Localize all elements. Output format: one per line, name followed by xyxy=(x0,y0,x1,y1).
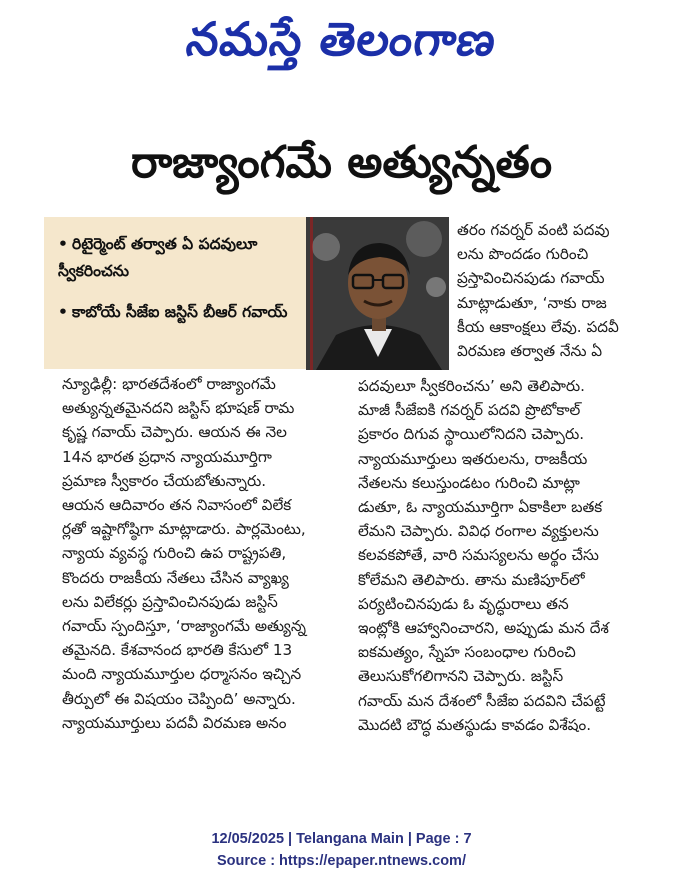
footer-source: Source : https://epaper.ntnews.com/ xyxy=(217,853,466,869)
article-line: లేమని చెప్పారు. వివిధ రంగాల వ్యక్తులను xyxy=(358,522,599,541)
article-line: కొందరు రాజకీయ నేతలు చేసిన వ్యాఖ్య xyxy=(62,568,289,587)
masthead xyxy=(0,4,683,74)
highlights-box xyxy=(44,217,306,369)
footer-meta: 12/05/2025 | Telangana Main | Page : 7 xyxy=(211,831,472,847)
article-line: కలవకపోతే, వారి సమస్యలను అర్థం చేసు xyxy=(358,546,599,565)
article-line: నేతలను కలుస్తుండటం గురించి మాట్లా xyxy=(358,473,580,492)
article-line: ప్రమాణ స్వీకారం చేయబోతున్నారు. xyxy=(62,471,267,490)
article-line: తరం గవర్నర్ వంటి పదవు xyxy=(457,221,610,239)
article-line: న్యాయమూర్తులు పదవీ విరమణ అనం xyxy=(62,713,287,732)
bullet-icon: • xyxy=(58,235,68,253)
article-line: లను విలేకర్లు ప్రస్తావించినపుడు జస్టిస్ xyxy=(62,592,278,611)
article-line: తమైనది. కేశవానంద భారతి కేసులో 13 xyxy=(62,641,293,660)
article-line: లను పొందడం గురించి xyxy=(457,245,589,264)
article-line: కీయ ఆకాంక్షలు లేవు. పదవీ xyxy=(457,317,619,336)
article-line: పర్యటించినపుడు ఓ వృద్ధురాలు తన xyxy=(358,594,569,613)
article-line: గవాయ్ మన దేశంలో సీజేఐ పదవిని చేపట్టే xyxy=(358,691,606,710)
article-line: 14న భారత ప్రధాన న్యాయమూర్తిగా xyxy=(62,447,272,466)
footer xyxy=(0,828,683,872)
masthead-logo: నమస్తే తెలంగాణ xyxy=(183,12,500,66)
article-line: కోలేమని తెలిపారు. తాను మణిపూర్‌లో xyxy=(358,570,585,589)
article-right-top-column xyxy=(457,218,667,363)
article-line: ప్రస్తావించినపుడు గవాయ్ xyxy=(457,269,605,288)
article-line: న్యాయ వ్యవస్థ గురించి ఉప రాష్ట్రపతి, xyxy=(62,544,287,563)
article-line: మొదటి బౌద్ధ మతస్థుడు కావడం విశేషం. xyxy=(358,715,592,734)
article-line: ఇంట్లోకి ఆహ్వానించారని, అప్పుడు మన దేశ xyxy=(358,619,609,638)
bullet-icon: • xyxy=(58,303,68,321)
highlight-item: • కాబోయే సీజేఐ జస్టిస్ బీఆర్ గవాయ్ xyxy=(58,299,304,326)
article-line: ఐకమత్యం, స్నేహ సంబంధాల గురించి xyxy=(358,643,576,662)
article-line: న్యాయమూర్తులు ఇతరులను, రాజకీయ xyxy=(358,449,588,468)
article-line: మంది న్యాయమూర్తుల ధర్మాసనం ఇచ్చిన xyxy=(62,665,302,684)
highlight-item: • రిటైర్మెంట్ తర్వాత ఏ పదవులూ స్వీకరించను xyxy=(58,231,304,285)
headline: రాజ్యాంగమే అత్యున్నతం xyxy=(130,137,553,188)
article-line: ఆయన ఆదివారం తన నివాసంలో విలేక xyxy=(62,496,292,515)
article-line: గవాయ్ స్పందిస్తూ, ‘రాజ్యాంగమే అత్యున్న xyxy=(62,617,307,636)
article-line: అత్యున్నతమైనదని జస్టిస్ భూషణ్ రామ xyxy=(62,399,295,418)
article-line: విరమణ తర్వాత నేను ఏ xyxy=(457,342,603,361)
article-line: ప్రకారం దిగువ స్థాయిలోనిదని చెప్పారు. xyxy=(358,425,585,444)
article-line: తెలుసుకోగలిగానని చెప్పారు. జస్టిస్ xyxy=(358,667,564,686)
article-right-column xyxy=(358,374,668,737)
article-line: కృష్ణ గవాయ్ చెప్పారు. ఆయన ఈ నెల xyxy=(62,423,287,442)
article-line: మాజీ సీజేఐకి గవర్నర్ పదవి ప్రొటోకాల్ xyxy=(358,401,581,420)
article-line: డుతూ, ఓ న్యాయమూర్తిగా ఏకాకిలా బతక xyxy=(358,498,603,517)
article-line: తీర్పులో ఈ విషయం చెప్పింది’ అన్నారు. xyxy=(62,689,296,708)
article-line: మాట్లాడుతూ, ‘నాకు రాజ xyxy=(457,293,607,312)
justice-portrait-photo xyxy=(306,217,449,370)
article-line: న్యూఢిల్లీ: భారతదేశంలో రాజ్యాంగమే xyxy=(62,375,276,393)
article-line: ర్లతో ఇష్టాగోష్ఠిగా మాట్లాడారు. పార్లమెంటు, xyxy=(62,520,306,539)
article-line: పదవులూ స్వీకరించను’ అని తెలిపారు. xyxy=(358,377,585,395)
